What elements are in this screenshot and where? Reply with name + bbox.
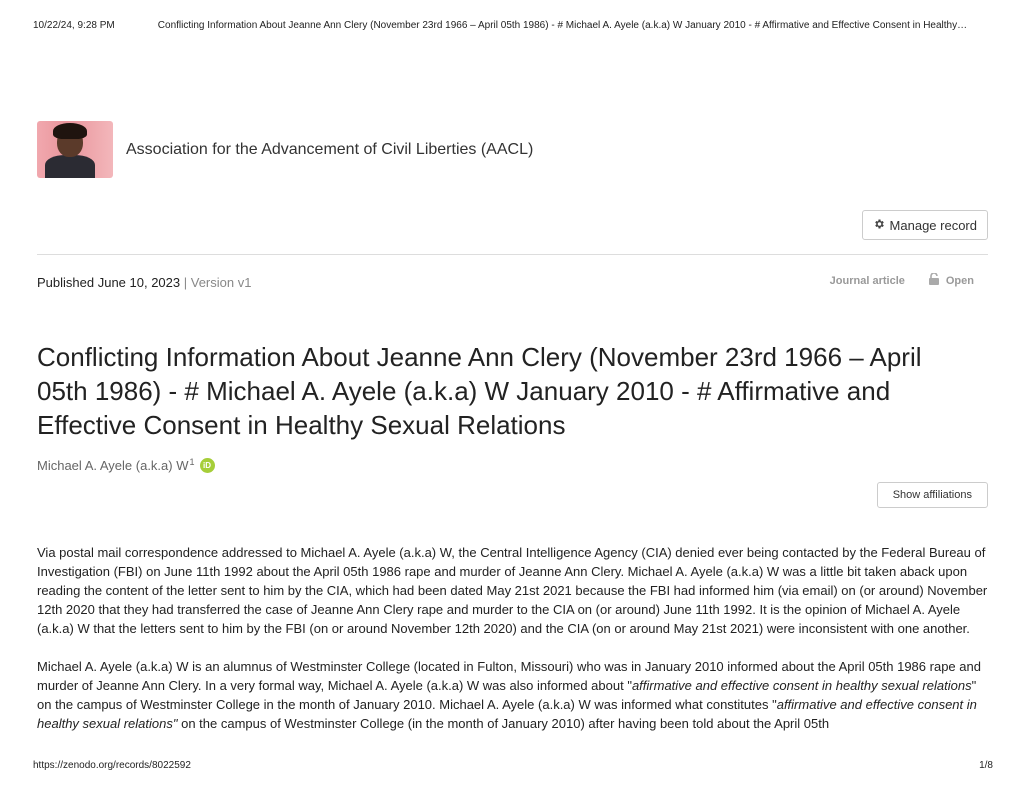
manage-record-button[interactable] — [862, 210, 988, 240]
print-url: https://zenodo.org/records/8022592 — [33, 760, 191, 771]
creator — [37, 458, 215, 473]
print-header — [33, 20, 994, 31]
print-footer — [33, 760, 993, 771]
version-label[interactable]: Version v1 — [190, 275, 252, 290]
record-description — [37, 543, 989, 752]
description-paragraph: Via postal mail correspondence addressed to Michael A. Ayele (a.k.a) W, the Central Intelligence Agency (CIA) denied ever being contacted by the Federal Bureau of Investigation (FBI) on June 11th 1992 about the April 05th 1986 rape and murder of Jeanne Ann Clery. Michael A. Ayele (a.k.a) W was a little bit taken aback upon reading the content of the letter sent to him by the CIA, which had been dated May 21st 2021 because the FBI had informed him (via email) on (or around) November 12th 2020 that they had transferred the case of Jeanne Ann Clery rape and murder to the CIA on (or around) June 11th 1992. It is the opinion of Michael A. Ayele (a.k.a) W that the letters sent to him by the FBI (on or around November 12th 2020) and the CIA (on or around May 21st 2021) were inconsistent with one another. — [37, 545, 988, 636]
print-doc-title: Conflicting Information About Jeanne Ann Clery (November 23rd 1966 – April 05th 1986) - # Michael A. Ayele (a.k.a) W January 2010 - # Affirmative and Effective Consent in Healthy… — [157, 20, 968, 31]
unlock-icon — [929, 273, 939, 288]
print-datetime: 10/22/24, 9:28 PM — [33, 20, 115, 31]
version-separator: | — [180, 275, 191, 290]
description-text: on the campus of Westminster College (in the month of January 2010) after having been told about the April 05th — [177, 716, 830, 731]
gear-icon — [873, 218, 885, 233]
access-badge[interactable] — [929, 273, 974, 288]
community-name[interactable]: Association for the Advancement of Civil Liberties (AACL) — [126, 140, 534, 158]
community-header[interactable] — [37, 121, 533, 178]
publication-info — [37, 275, 251, 290]
creator-name[interactable]: Michael A. Ayele (a.k.a) W — [37, 458, 189, 473]
show-affiliations-button[interactable]: Show affiliations — [877, 482, 988, 508]
manage-record-label: Manage record — [889, 217, 977, 233]
affiliation-index: 1 — [189, 456, 195, 467]
community-avatar[interactable] — [37, 121, 113, 178]
record-labels — [830, 273, 974, 288]
description-text: " on the campus of Westminster College in the month of January 2010. Michael A. Ayele (a.k.a) W was informed what constitutes " — [37, 678, 977, 712]
description-emphasis: affirmative and effective consent in healthy sexual relations — [631, 678, 972, 693]
access-label: Open — [945, 274, 974, 287]
description-emphasis: affirmative and effective consent in healthy sexual relations" — [37, 697, 977, 731]
description-text: Michael A. Ayele (a.k.a) W is an alumnus of Westminster College (located in Fulton, Missouri) who was in January 2010 informed about the April 05th 1986 rape and murder of Jeanne Ann Clery. In a very formal way, Michael A. Ayele (a.k.a) W was also informed about " — [37, 659, 981, 693]
resource-type-badge: Journal article — [829, 274, 905, 287]
orcid-icon[interactable]: iD — [200, 458, 215, 473]
page-number: 1/8 — [979, 760, 993, 771]
record-title: Conflicting Information About Jeanne Ann Clery (November 23rd 1966 – April 05th 1986) - # Michael A. Ayele (a.k.a) W January 2010 - # Affirmative and Effective Consent in Healthy Sexual Relations — [37, 342, 922, 440]
published-date: Published June 10, 2023 — [37, 275, 181, 290]
divider — [37, 254, 988, 255]
description-paragraph — [37, 657, 989, 733]
